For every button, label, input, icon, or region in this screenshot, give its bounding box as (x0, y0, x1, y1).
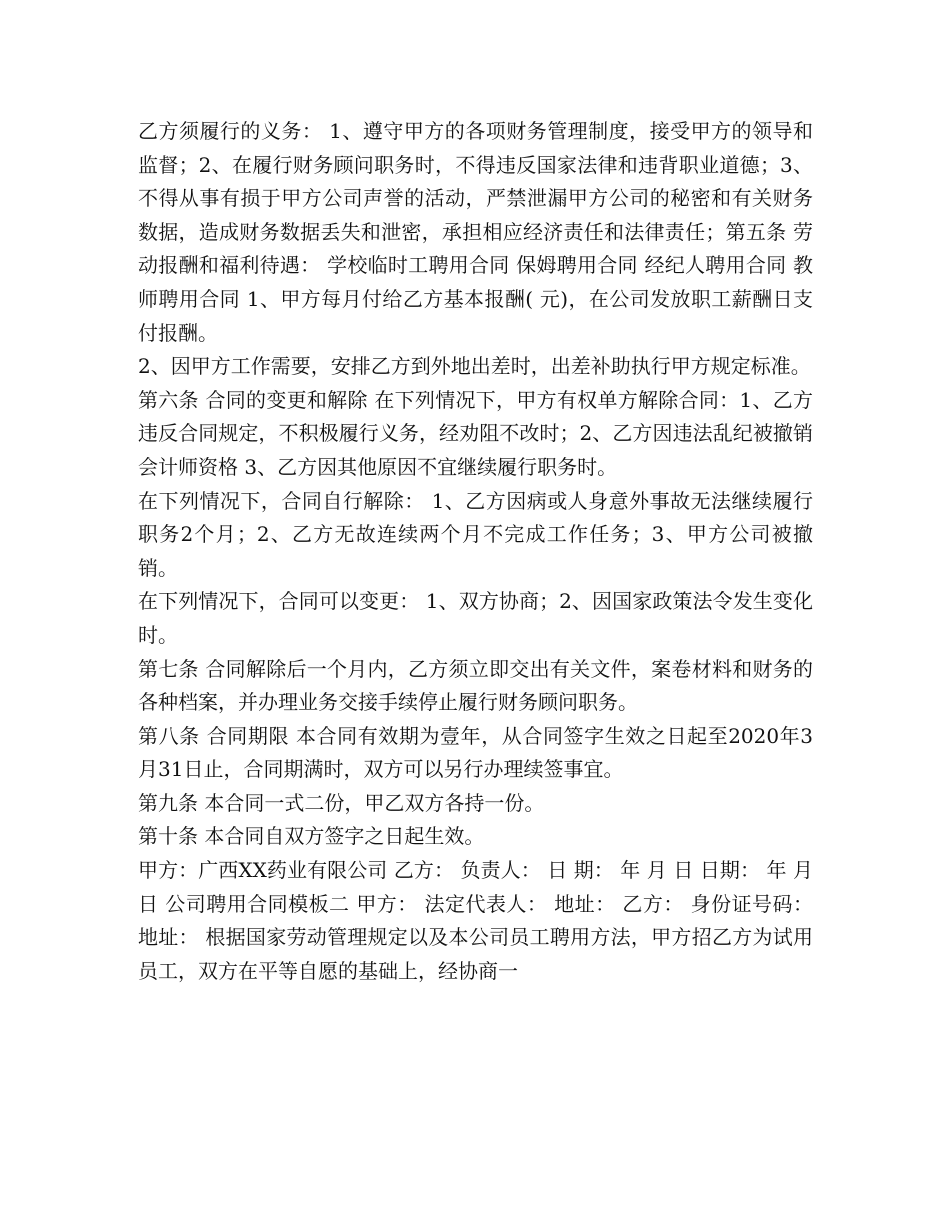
paragraph-article-10-effective: 第十条 本合同自双方签字之日起生效。 (138, 824, 485, 849)
paragraph-travel-allowance: 2、因甲方工作需要，安排乙方到外地出差时，出差补助执行甲方规定标准。 (138, 354, 811, 379)
paragraph-obligations-and-compensation: 乙方须履行的义务： 1、遵守甲方的各项财务管理制度，接受甲方的领导和监督；2、在履行财务顾问职务时，不得违反国家法律和违背职业道德；3、不得从事有损于甲方公司声誉的活动，严禁泄漏甲方公司的秘密和有关财务数据，造成财务数据丢失和泄密，承担相应经济责任和法律责任；第五条 劳动报酬和福利待遇： 学校临时工聘用合同 保姆聘用合同 经纪人聘用合同 教师聘用合同 1、甲方每月付给乙方基本报酬( 元)，在公司发放职工薪酬日支付报酬。 (138, 119, 813, 345)
paragraph-signatures-and-template-two: 甲方：广西XX药业有限公司 乙方： 负责人： 日 期： 年 月 日 日期： 年 月 日 公司聘用合同模板二 甲方： 法定代表人： 地址： 乙方： 身份证号码： 地址： 根据国家劳动管理规定以及本公司员工聘用方法，甲方招乙方为试用员工，双方在平等自愿的基础上，经协商一 (138, 858, 813, 983)
paragraph-article-7-handover: 第七条 合同解除后一个月内，乙方须立即交出有关文件，案卷材料和财务的各种档案，并办理业务交接手续停止履行财务顾问职务。 (138, 656, 813, 715)
paragraph-article-8-term: 第八条 合同期限 本合同有效期为壹年，从合同签字生效之日起至2020年3月31日止，合同期满时，双方可以另行办理续签事宜。 (138, 723, 813, 782)
paragraph-automatic-termination: 在下列情况下，合同自行解除： 1、乙方因病或人身意外事故无法继续履行职务2个月；2、乙方无故连续两个月不完成工作任务；3、甲方公司被撤销。 (138, 488, 813, 580)
paragraph-article-9-copies: 第九条 本合同一式二份，甲乙双方各持一份。 (138, 790, 545, 815)
paragraph-contract-change: 在下列情况下，合同可以变更： 1、双方协商；2、因国家政策法令发生变化时。 (138, 589, 813, 647)
paragraph-article-6-termination-by-party-a: 第六条 合同的变更和解除 在下列情况下，甲方有权单方解除合同：1、乙方违反合同规定，不积极履行义务，经劝阻不改时；2、乙方因违法乱纪被撤销会计师资格 3、乙方因其他原因不宜继续履行职务时。 (138, 387, 813, 479)
document-page (138, 115, 813, 988)
